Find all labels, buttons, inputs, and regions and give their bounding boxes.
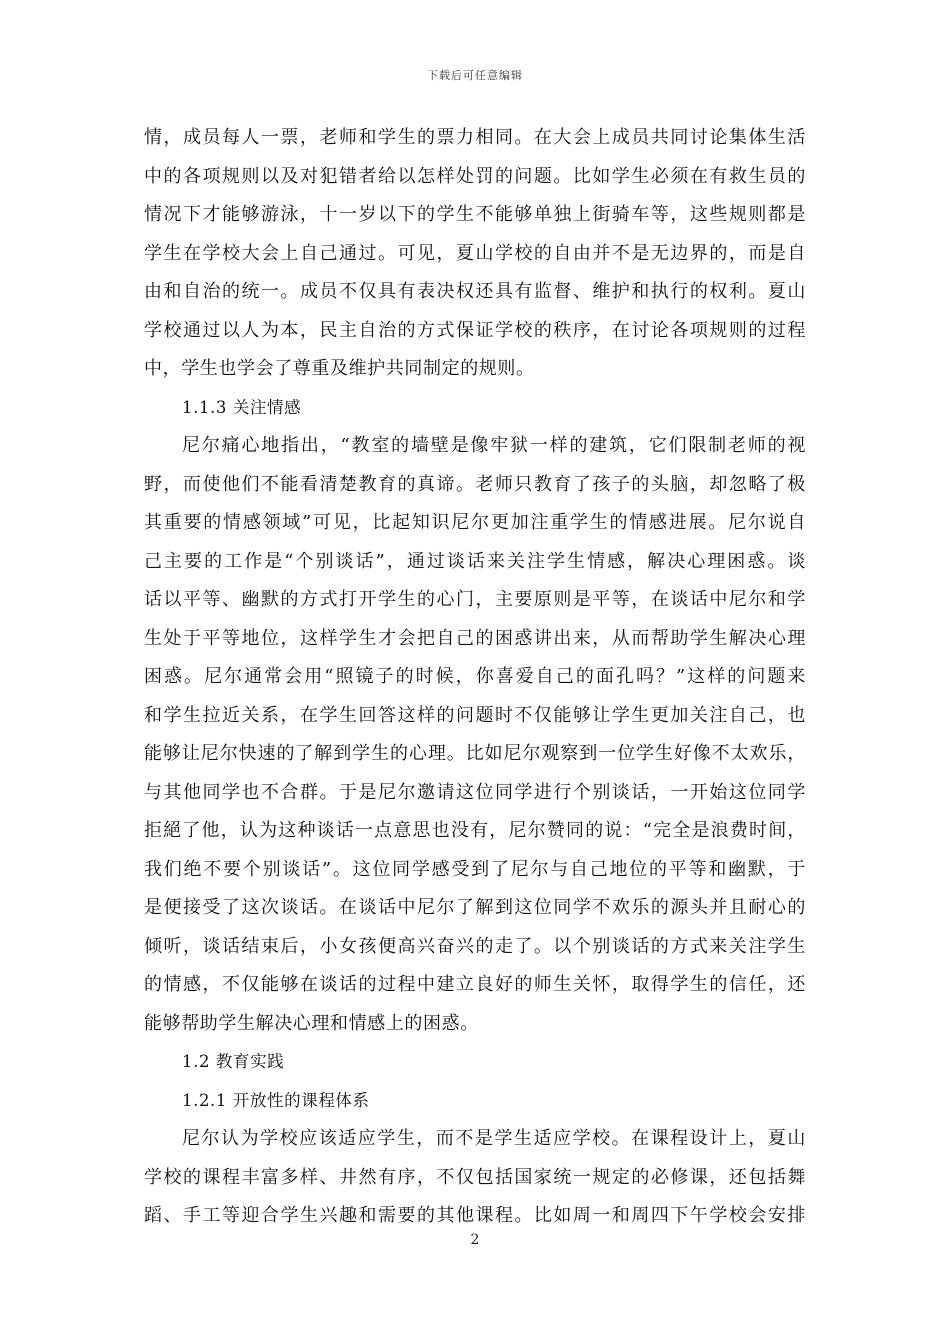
- document-body: [144, 119, 806, 1236]
- text-line: 学校的课程丰富多样、井然有序，不仅包括国家统一规定的必修课，还包括舞: [144, 1166, 806, 1188]
- text-line: 困惑。尼尔通常会用“照镜子的时候，你喜爱自己的面孔吗？”这样的问题来: [144, 666, 806, 687]
- section-heading: 1.1.3 关注情感: [182, 397, 302, 417]
- text-line: 我们绝不要个别谈话”。这位同学感受到了尼尔与自己地位的平等和幽默，于: [144, 858, 806, 880]
- section-heading: 1.2 教育实践: [182, 1052, 285, 1071]
- text-line: 中的各项规则以及对犯错者给以怎样处罚的问题。比如学生必须在有救生员的: [144, 165, 806, 187]
- text-line: 尼尔痛心地指出，“教室的墙壁是像牢狱一样的建筑，它们限制老师的视: [182, 435, 806, 456]
- text-line: 其重要的情感领域”可见，比起知识尼尔更加注重学生的情感进展。尼尔说自: [144, 512, 806, 533]
- text-line: 和学生拉近关系，在学生回答这样的问题时不仅能够让学生更加关注自己，也: [144, 704, 806, 726]
- text-line: 与其他同学也不合群。于是尼尔邀请这位同学进行个别谈话，一开始这位同学: [144, 781, 806, 803]
- page-number: 2: [470, 1232, 480, 1248]
- text-line: 情况下才能够游泳，十一岁以下的学生不能够单独上街骑车等，这些规则都是: [144, 204, 806, 225]
- text-line: 尼尔认为学校应该适应学生，而不是学生适应学校。在课程设计上，夏山: [182, 1128, 806, 1149]
- text-line: 己主要的工作是“个别谈话”，通过谈话来关注学生情感，解决心理困惑。谈: [144, 550, 806, 572]
- text-line: 是便接受了这次谈话。在谈话中尼尔了解到这位同学不欢乐的源头并且耐心的: [144, 897, 806, 918]
- text-line: 由和自治的统一。成员不仅具有表决权还具有监督、维护和执行的权利。夏山: [144, 281, 806, 302]
- text-line: 的情感，不仅能够在谈话的过程中建立良好的师生关怀，取得学生的信任，还: [144, 974, 806, 995]
- text-line: 生处于平等地位，这样学生才会把自己的困惑讲出来，从而帮助学生解决心理: [144, 627, 806, 649]
- text-line: 野，而使他们不能看清楚教育的真谛。老师只教育了孩子的头脑，却忽略了极: [144, 473, 806, 495]
- text-line: 情，成员每人一票，老师和学生的票力相同。在大会上成员共同讨论集体生活: [144, 127, 806, 148]
- text-line: 拒絕了他，认为这种谈话一点意思也没有，尼尔赞同的说：“完全是浪费时间，: [144, 820, 806, 841]
- text-line: 学校通过以人为本，民主自治的方式保证学校的秩序，在讨论各项规则的过程: [144, 319, 806, 341]
- text-line: 中，学生也学会了尊重及维护共同制定的规则。: [144, 358, 535, 379]
- text-line: 倾听，谈话结束后，小女孩便高兴奋兴的走了。以个别谈话的方式来关注学生: [144, 935, 806, 957]
- text-line: 话以平等、幽默的方式打开学生的心门，主要原则是平等，在谈话中尼尔和学: [144, 589, 806, 610]
- page-header: 下载后可任意编辑: [427, 69, 523, 82]
- text-line: 学生在学校大会上自己通过。可见，夏山学校的自由并不是无边界的，而是自: [144, 242, 806, 264]
- subsection-heading: 1.2.1 开放性的课程体系: [182, 1090, 370, 1110]
- text-line: 能够帮助学生解决心理和情感上的困惑。: [144, 1012, 479, 1034]
- text-line: 能够让尼尔快速的了解到学生的心理。比如尼尔观察到一位学生好像不太欢乐，: [144, 743, 806, 764]
- text-line: 蹈、手工等迎合学生兴趣和需要的其他课程。比如周一和周四下午学校会安排: [144, 1205, 806, 1226]
